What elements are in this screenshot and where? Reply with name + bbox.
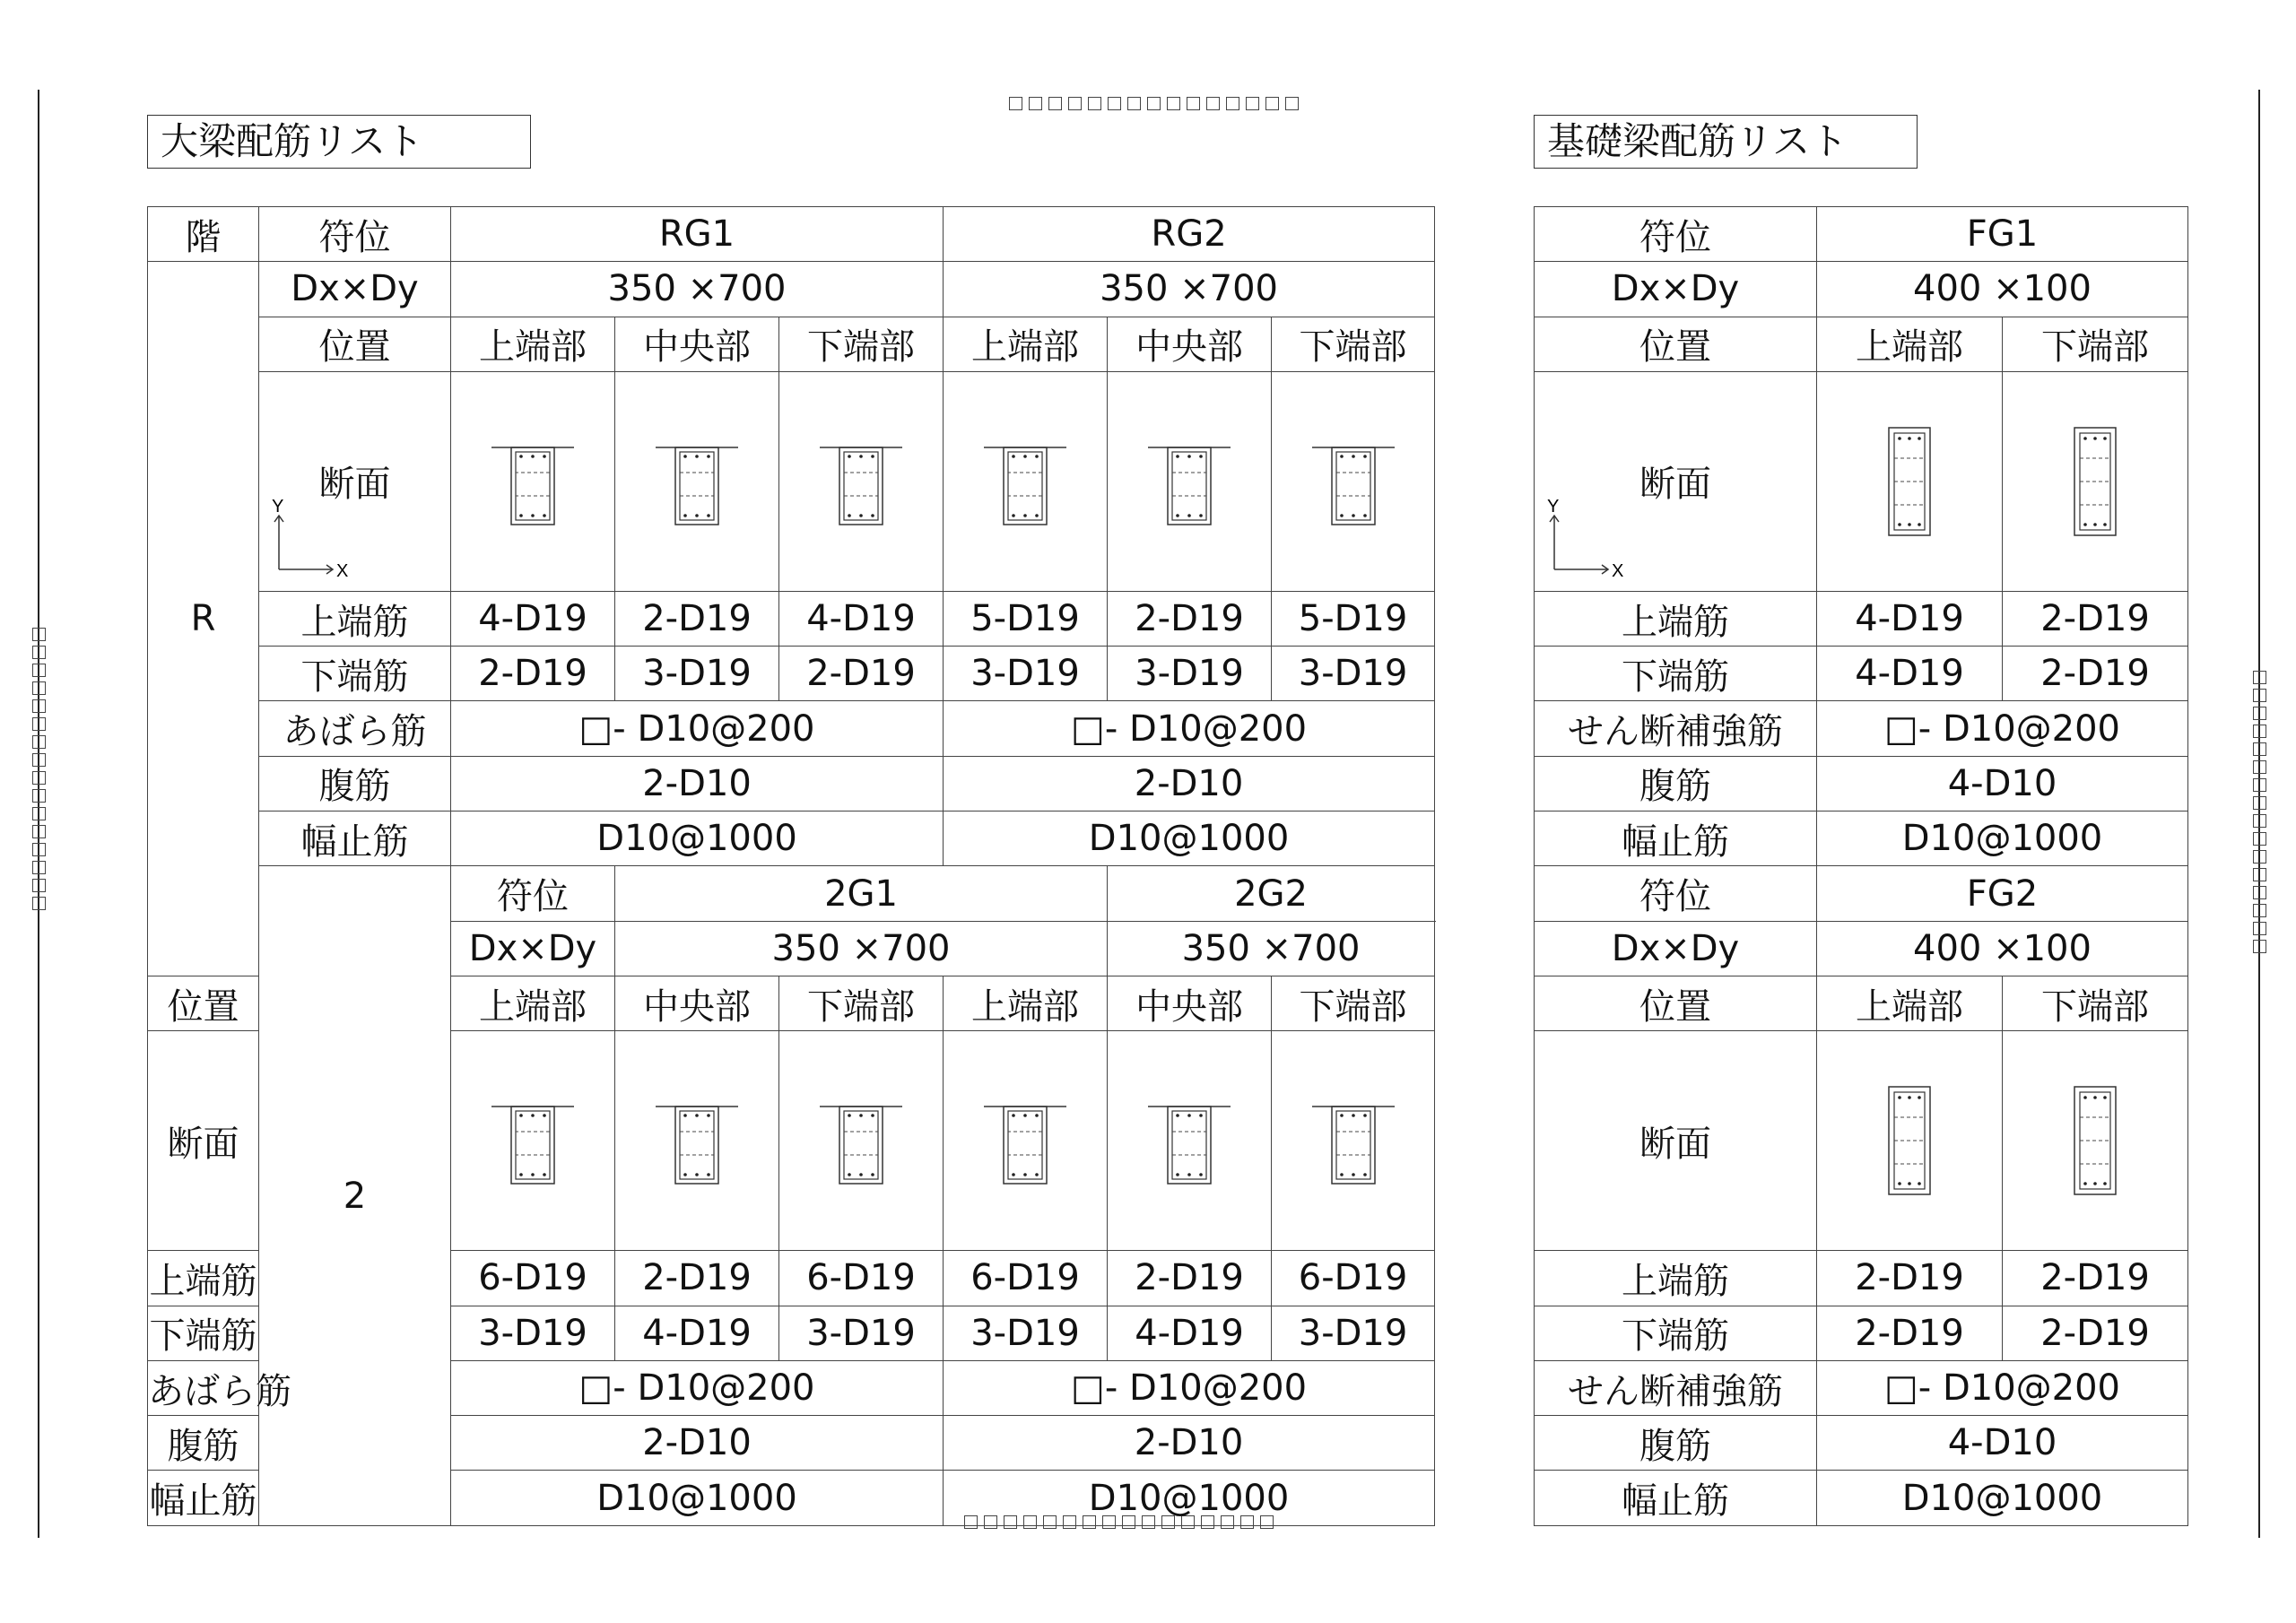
placeholder-mark bbox=[32, 681, 46, 695]
foundation-section-icon bbox=[2074, 428, 2116, 535]
rebar-cell: 2-D19 bbox=[779, 647, 944, 701]
position-cell: 中央部 bbox=[615, 976, 779, 1030]
placeholder-mark bbox=[32, 807, 46, 820]
placeholder-mark bbox=[32, 664, 46, 677]
spacer-cell: D10@1000 bbox=[1817, 812, 2188, 866]
rebar-cell: 3-D19 bbox=[944, 1306, 1108, 1360]
rebar-cell: 4-D19 bbox=[1108, 1306, 1272, 1360]
row-label: せん断補強筋 bbox=[1535, 701, 1817, 756]
position-cell: 上端部 bbox=[1817, 317, 2003, 371]
placeholder-mark bbox=[2253, 725, 2266, 738]
section-cell bbox=[1108, 371, 1272, 591]
row-label: Dx×Dy bbox=[1535, 262, 1817, 317]
beam-dims: 350 ×700 bbox=[944, 262, 1435, 317]
axis-icon bbox=[266, 496, 356, 581]
rebar-cell: 2-D19 bbox=[1108, 1251, 1272, 1306]
placeholder-mark bbox=[32, 897, 46, 910]
position-cell: 下端部 bbox=[779, 317, 944, 371]
beam-section-icon bbox=[491, 437, 574, 526]
placeholder-mark bbox=[1127, 97, 1141, 110]
rebar-cell: 6-D19 bbox=[1272, 1251, 1435, 1306]
placeholder-mark bbox=[1147, 97, 1161, 110]
row-label: 断面 bbox=[318, 464, 391, 506]
section-cell bbox=[2003, 371, 2188, 591]
beam-section-icon bbox=[820, 1096, 902, 1185]
row-label: 位置 bbox=[148, 976, 259, 1030]
axis-x-label: X bbox=[1612, 560, 1624, 581]
rebar-cell: 2-D19 bbox=[1108, 591, 1272, 646]
section-cell bbox=[615, 371, 779, 591]
row-label: 腹筋 bbox=[1535, 1416, 1817, 1471]
placeholder-mark bbox=[32, 753, 46, 767]
position-cell: 上端部 bbox=[944, 976, 1108, 1030]
floor-label: R bbox=[148, 262, 259, 976]
beam-section-icon bbox=[656, 437, 738, 526]
beam-mark: FG2 bbox=[1817, 866, 2188, 921]
placeholder-mark bbox=[1285, 97, 1299, 110]
position-cell: 下端部 bbox=[2003, 317, 2188, 371]
position-cell: 上端部 bbox=[451, 317, 615, 371]
section-label-cell bbox=[1535, 371, 1817, 591]
placeholder-mark bbox=[1029, 97, 1042, 110]
mark-header: 符位 bbox=[451, 866, 615, 921]
beam-dims: 400 ×100 bbox=[1817, 921, 2188, 976]
placeholder-mark bbox=[32, 861, 46, 874]
web-bar-cell: 2-D10 bbox=[451, 756, 944, 811]
beam-section-icon bbox=[1312, 1096, 1395, 1185]
placeholder-mark bbox=[32, 717, 46, 731]
row-label: 下端筋 bbox=[259, 647, 451, 701]
row-label: 符位 bbox=[1535, 207, 1817, 262]
spacer-cell: D10@1000 bbox=[1817, 1471, 2188, 1525]
stirrup-cell: □- D10@200 bbox=[451, 1360, 944, 1415]
position-cell: 下端部 bbox=[1272, 317, 1435, 371]
beam-section-icon bbox=[984, 1096, 1066, 1185]
row-label: Dx×Dy bbox=[1535, 921, 1817, 976]
web-bar-cell: 4-D10 bbox=[1817, 756, 2188, 811]
rebar-cell: 3-D19 bbox=[944, 647, 1108, 701]
placeholder-mark bbox=[32, 646, 46, 659]
rebar-cell: 2-D19 bbox=[2003, 647, 2188, 701]
placeholder-mark bbox=[2253, 850, 2266, 864]
position-cell: 中央部 bbox=[1108, 317, 1272, 371]
main-title: 大梁配筋リスト bbox=[147, 115, 531, 169]
stirrup-cell: □- D10@200 bbox=[944, 701, 1435, 756]
web-bar-cell: 2-D10 bbox=[944, 1416, 1435, 1471]
row-label: 下端筋 bbox=[1535, 647, 1817, 701]
placeholder-mark bbox=[1068, 97, 1082, 110]
section-label-cell bbox=[259, 371, 451, 591]
row-label: 符位 bbox=[1535, 866, 1817, 921]
row-label: 断面 bbox=[1535, 1031, 1817, 1251]
web-bar-cell: 4-D10 bbox=[1817, 1416, 2188, 1471]
beam-section-icon bbox=[1312, 437, 1395, 526]
beam-mark: FG1 bbox=[1817, 207, 2188, 262]
spacer-cell: D10@1000 bbox=[451, 1471, 944, 1525]
placeholder-mark bbox=[32, 825, 46, 838]
foundation-section-icon bbox=[2074, 1087, 2116, 1194]
placeholder-mark bbox=[2253, 868, 2266, 881]
placeholder-mark bbox=[2253, 940, 2266, 953]
section-cell bbox=[944, 371, 1108, 591]
placeholder-mark bbox=[1206, 97, 1220, 110]
beam-dims: 400 ×100 bbox=[1817, 262, 2188, 317]
section-cell bbox=[1817, 1031, 2003, 1251]
placeholder-mark bbox=[1167, 97, 1180, 110]
web-bar-cell: 2-D10 bbox=[451, 1416, 944, 1471]
beam-dims: 350 ×700 bbox=[615, 921, 1108, 976]
placeholder-mark bbox=[2253, 742, 2266, 756]
placeholder-mark bbox=[1265, 97, 1279, 110]
row-label: 上端筋 bbox=[259, 591, 451, 646]
rebar-cell: 2-D19 bbox=[615, 1251, 779, 1306]
girder-rebar-table bbox=[147, 206, 1435, 1526]
stirrup-cell: □- D10@200 bbox=[451, 701, 944, 756]
placeholder-mark bbox=[32, 771, 46, 785]
placeholder-mark bbox=[2253, 886, 2266, 899]
rebar-cell: 2-D19 bbox=[1817, 1306, 2003, 1360]
rebar-cell: 5-D19 bbox=[1272, 591, 1435, 646]
rebar-cell: 4-D19 bbox=[615, 1306, 779, 1360]
placeholder-mark bbox=[32, 843, 46, 856]
axis-y-label: Y bbox=[272, 496, 284, 516]
beam-section-icon bbox=[984, 437, 1066, 526]
rebar-cell: 3-D19 bbox=[1108, 647, 1272, 701]
placeholder-mark bbox=[2253, 796, 2266, 810]
section-cell bbox=[2003, 1031, 2188, 1251]
placeholder-mark bbox=[2253, 904, 2266, 917]
left-side-placeholder-marks bbox=[32, 628, 46, 910]
beam-dims: 350 ×700 bbox=[1108, 921, 1435, 976]
spacer-cell: D10@1000 bbox=[944, 1471, 1435, 1525]
position-cell: 下端部 bbox=[2003, 976, 2188, 1030]
section-cell bbox=[1272, 371, 1435, 591]
row-label: 断面 bbox=[1639, 464, 1711, 506]
row-label: 位置 bbox=[1535, 976, 1817, 1030]
right-side-placeholder-marks bbox=[2253, 671, 2266, 953]
placeholder-mark bbox=[1226, 97, 1239, 110]
rebar-cell: 3-D19 bbox=[779, 1306, 944, 1360]
rebar-cell: 4-D19 bbox=[779, 591, 944, 646]
rebar-cell: 2-D19 bbox=[615, 591, 779, 646]
position-cell: 下端部 bbox=[779, 976, 944, 1030]
placeholder-mark bbox=[2253, 814, 2266, 828]
section-cell bbox=[615, 1031, 779, 1251]
rebar-cell: 3-D19 bbox=[615, 647, 779, 701]
placeholder-mark bbox=[32, 879, 46, 892]
row-label: 下端筋 bbox=[1535, 1306, 1817, 1360]
row-label: 断面 bbox=[148, 1031, 259, 1251]
row-label: 上端筋 bbox=[1535, 591, 1817, 646]
header-placeholder-marks bbox=[1009, 97, 1299, 110]
beam-mark: 2G2 bbox=[1108, 866, 1435, 921]
axis-y-label: Y bbox=[1547, 496, 1560, 516]
floor-label: 2 bbox=[259, 866, 451, 1525]
placeholder-mark bbox=[1108, 97, 1121, 110]
row-label: あばら筋 bbox=[259, 701, 451, 756]
position-cell: 上端部 bbox=[451, 976, 615, 1030]
section-cell bbox=[451, 1031, 615, 1251]
placeholder-mark bbox=[32, 735, 46, 749]
row-label: 幅止筋 bbox=[148, 1471, 259, 1525]
position-cell: 上端部 bbox=[1817, 976, 2003, 1030]
web-bar-cell: 2-D10 bbox=[944, 756, 1435, 811]
row-label: 幅止筋 bbox=[259, 812, 451, 866]
rebar-cell: 3-D19 bbox=[1272, 647, 1435, 701]
row-label: あばら筋 bbox=[148, 1360, 259, 1415]
foundation-section-icon bbox=[1889, 428, 1930, 535]
row-label: Dx×Dy bbox=[451, 921, 615, 976]
row-label: 位置 bbox=[1535, 317, 1817, 371]
rebar-cell: 6-D19 bbox=[944, 1251, 1108, 1306]
beam-mark: RG1 bbox=[451, 207, 944, 262]
section-cell bbox=[779, 371, 944, 591]
section-cell bbox=[1108, 1031, 1272, 1251]
rebar-cell: 2-D19 bbox=[1817, 1251, 2003, 1306]
row-label: 位置 bbox=[259, 317, 451, 371]
placeholder-mark bbox=[32, 628, 46, 641]
row-label: Dx×Dy bbox=[259, 262, 451, 317]
stirrup-cell: □- D10@200 bbox=[1817, 701, 2188, 756]
placeholder-mark bbox=[2253, 922, 2266, 935]
placeholder-mark bbox=[1048, 97, 1062, 110]
position-cell: 上端部 bbox=[944, 317, 1108, 371]
stirrup-cell: □- D10@200 bbox=[1817, 1360, 2188, 1415]
row-label: 幅止筋 bbox=[1535, 1471, 1817, 1525]
rebar-cell: 2-D19 bbox=[2003, 1306, 2188, 1360]
axis-icon bbox=[1542, 496, 1631, 581]
foundation-title: 基礎梁配筋リスト bbox=[1534, 115, 1918, 169]
rebar-cell: 2-D19 bbox=[2003, 1251, 2188, 1306]
rebar-cell: 3-D19 bbox=[1272, 1306, 1435, 1360]
rebar-cell: 4-D19 bbox=[1817, 591, 2003, 646]
beam-section-icon bbox=[491, 1096, 574, 1185]
rebar-cell: 4-D19 bbox=[451, 591, 615, 646]
section-cell bbox=[1272, 1031, 1435, 1251]
beam-dims: 350 ×700 bbox=[451, 262, 944, 317]
position-cell: 中央部 bbox=[615, 317, 779, 371]
row-label: 幅止筋 bbox=[1535, 812, 1817, 866]
stirrup-cell: □- D10@200 bbox=[944, 1360, 1435, 1415]
floor-header: 階 bbox=[148, 207, 259, 262]
mark-header: 符位 bbox=[259, 207, 451, 262]
row-label: 腹筋 bbox=[148, 1416, 259, 1471]
section-cell bbox=[944, 1031, 1108, 1251]
beam-section-icon bbox=[1148, 437, 1231, 526]
spacer-cell: D10@1000 bbox=[451, 812, 944, 866]
row-label: 腹筋 bbox=[259, 756, 451, 811]
spacer-cell: D10@1000 bbox=[944, 812, 1435, 866]
section-cell bbox=[451, 371, 615, 591]
beam-mark: RG2 bbox=[944, 207, 1435, 262]
section-cell bbox=[779, 1031, 944, 1251]
position-cell: 下端部 bbox=[1272, 976, 1435, 1030]
rebar-cell: 6-D19 bbox=[451, 1251, 615, 1306]
row-label: 上端筋 bbox=[148, 1251, 259, 1306]
foundation-rebar-table bbox=[1534, 206, 2188, 1526]
beam-section-icon bbox=[656, 1096, 738, 1185]
axis-x-label: X bbox=[336, 560, 349, 581]
placeholder-mark bbox=[1009, 97, 1022, 110]
position-cell: 中央部 bbox=[1108, 976, 1272, 1030]
placeholder-mark bbox=[2253, 778, 2266, 792]
section-cell bbox=[1817, 371, 2003, 591]
placeholder-mark bbox=[2253, 671, 2266, 684]
placeholder-mark bbox=[32, 789, 46, 803]
placeholder-mark bbox=[2253, 689, 2266, 702]
foundation-section-icon bbox=[1889, 1087, 1930, 1194]
rebar-cell: 5-D19 bbox=[944, 591, 1108, 646]
beam-section-icon bbox=[1148, 1096, 1231, 1185]
rebar-cell: 6-D19 bbox=[779, 1251, 944, 1306]
beam-section-icon bbox=[820, 437, 902, 526]
rebar-cell: 3-D19 bbox=[451, 1306, 615, 1360]
placeholder-mark bbox=[1088, 97, 1101, 110]
placeholder-mark bbox=[32, 699, 46, 713]
placeholder-mark bbox=[1187, 97, 1200, 110]
placeholder-mark bbox=[2253, 707, 2266, 720]
row-label: せん断補強筋 bbox=[1535, 1360, 1817, 1415]
rebar-cell: 2-D19 bbox=[2003, 591, 2188, 646]
row-label: 上端筋 bbox=[1535, 1251, 1817, 1306]
row-label: 腹筋 bbox=[1535, 756, 1817, 811]
placeholder-mark bbox=[1246, 97, 1259, 110]
row-label: 下端筋 bbox=[148, 1306, 259, 1360]
rebar-cell: 2-D19 bbox=[451, 647, 615, 701]
placeholder-mark bbox=[2253, 832, 2266, 846]
rebar-cell: 4-D19 bbox=[1817, 647, 2003, 701]
placeholder-mark bbox=[2253, 760, 2266, 774]
beam-mark: 2G1 bbox=[615, 866, 1108, 921]
